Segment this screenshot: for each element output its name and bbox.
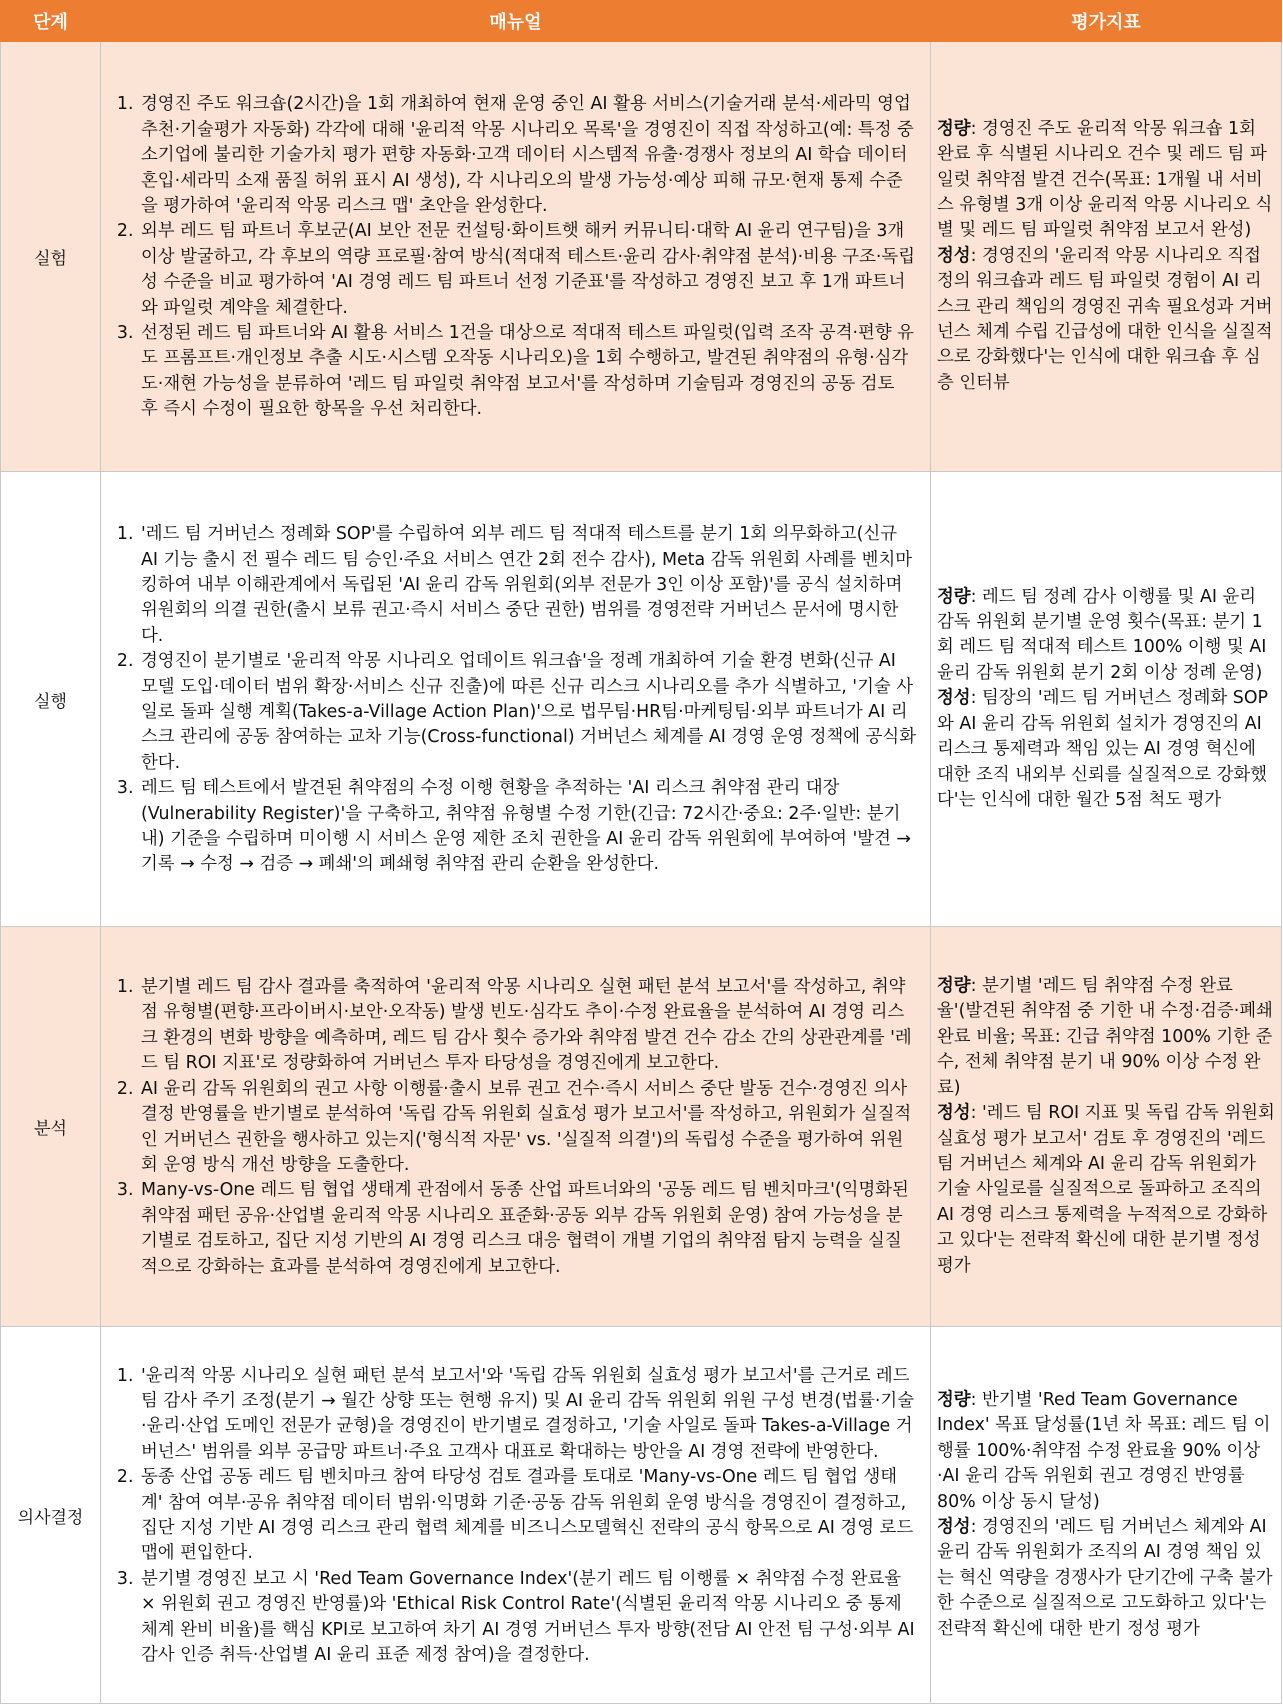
list-item: 2. AI 윤리 감독 위원회의 권고 사항 이행률·출시 보류 권고 건수·즉시 서비스 중단 발동 건수·경영진 의사결정 반영률을 반기별로 분석하여 '독립 감독 위원회 실효성 평가 보고서'를 작성하고, 위원회가 실질적인 거버넌스 권한을 행사하고 있는지('형식적 자문' vs. '실질적 의결')의 독립성 수준을 평가하여 위원회 운영 방식 개선 방향을 도출한다.	[139, 1077, 916, 1179]
quant-indicator	[937, 117, 1275, 244]
quant-indicator	[937, 585, 1275, 687]
qual-label: 정성	[937, 688, 971, 709]
list-item: 3. 레드 팀 테스트에서 발견된 취약점의 수정 이행 현황을 추적하는 'AI 리스크 취약점 관리 대장(Vulnerability Register)'을 구축하고, 취약점 유형별 수정 기한(긴급: 72시간·중요: 2주·일반: 분기 내) 기준을 수립하며 미이행 시 서비스 운영 제한 조치 권한을 AI 윤리 감독 위원회에 부여하여 '발견 → 기록 → 수정 → 검증 → 폐쇄'의 폐쇄형 취약점 관리 순환을 완성한다.	[139, 776, 916, 878]
table-row	[1, 472, 1282, 927]
header-stage: 단계	[1, 1, 101, 42]
manual-cell	[101, 927, 931, 1327]
qual-indicator	[937, 1515, 1275, 1642]
manual-list	[109, 92, 916, 422]
qual-indicator	[937, 686, 1275, 813]
indicator-cell	[931, 927, 1282, 1327]
list-item: 2. 경영진이 분기별로 '윤리적 악몽 시나리오 업데이트 워크숍'을 정례 개최하여 기술 환경 변화(신규 AI 모델 도입·데이터 범위 확장·서비스 신규 진출)에 따른 신규 리스크 시나리오를 추가 식별하고, '기술 사일로 돌파 실행 계획(Takes-a-Village Action Plan)'으로 법무팀·HR팀·마케팅팀·외부 파트너가 AI 리스크 관리에 공동 참여하는 교차 기능(Cross-functional) 거버넌스 체계를 AI 경영 운영 정책에 공식화한다.	[139, 649, 916, 776]
qual-indicator	[937, 244, 1275, 396]
list-item: 3. Many-vs-One 레드 팀 협업 생태계 관점에서 동종 산업 파트너와의 '공동 레드 팀 벤치마크'(익명화된 취약점 패턴 공유·산업별 윤리적 악몽 시나리오 표준화·공동 외부 감독 위원회 운영) 참여 가능성을 분기별로 검토하고, 집단 지성 기반의 AI 경영 리스크 대응 협력이 개별 기업의 취약점 탐지 능력을 실질적으로 강화하는 효과를 분석하여 경영진에게 보고한다.	[139, 1178, 916, 1280]
stage-cell: 의사결정	[1, 1327, 101, 1704]
quant-label: 정량	[937, 976, 971, 997]
quant-text: : 경영진 주도 윤리적 악몽 워크숍 1회 완료 후 식별된 시나리오 건수 및 레드 팀 파일럿 취약점 발견 건수(목표: 1개월 내 서비스 유형별 3개 이상 윤리적 악몽 시나리오 식별 및 레드 팀 파일럿 취약점 보고서 완성)	[937, 118, 1273, 241]
stage-cell: 실험	[1, 42, 101, 472]
manual-list	[109, 975, 916, 1280]
table-row	[1, 927, 1282, 1327]
qual-text: : 경영진의 '윤리적 악몽 시나리오 직접 정의 워크숍과 레드 팀 파일럿 경험이 AI 리스크 관리 책임의 경영진 귀속 필요성과 거버넌스 체계 수립 긴급성에 대한 인식을 실질적으로 강화했다'는 인식에 대한 워크숍 후 심층 인터뷰	[937, 245, 1273, 393]
qual-indicator	[937, 1101, 1275, 1279]
manual-list	[109, 1364, 916, 1669]
table-row	[1, 1327, 1282, 1704]
quant-text: : 분기별 '레드 팀 취약점 수정 완료율'(발견된 취약점 중 기한 내 수정·검증·폐쇄 완료 비율; 목표: 긴급 취약점 100% 기한 준수, 전체 취약점 분기 내 90% 이상 수정 완료)	[937, 976, 1273, 1098]
quant-text: : 반기별 'Red Team Governance Index' 목표 달성률(1년 차 목표: 레드 팀 이행률 100%·취약점 수정 완료율 90% 이상·AI 윤리 감독 위원회 권고 경영진 반영률 80% 이상 동시 달성)	[937, 1389, 1271, 1512]
list-item: 1. '레드 팀 거버넌스 정례화 SOP'를 수립하여 외부 레드 팀 적대적 테스트를 분기 1회 의무화하고(신규 AI 기능 출시 전 필수 레드 팀 승인·주요 서비스 연간 2회 전수 감사), Meta 감독 위원회 사례를 벤치마킹하여 내부 이해관계에서 독립된 'AI 윤리 감독 위원회(외부 전문가 3인 이상 포함)'를 공식 설치하며 위원회의 의결 권한(출시 보류 권고·즉시 서비스 중단 권한) 범위를 경영전략 거버넌스 문서에 명시한다.	[139, 522, 916, 649]
stage-cell: 실행	[1, 472, 101, 927]
table-row	[1, 42, 1282, 472]
indicator-cell	[931, 472, 1282, 927]
qual-text: : '레드 팀 ROI 지표 및 독립 감독 위원회 실효성 평가 보고서' 검토 후 경영진의 '레드 팀 거버넌스 체계와 AI 윤리 감독 위원회가 기술 사일로를 실질적으로 돌파하고 조직의 AI 경영 리스크 통제력을 누적적으로 강화하고 있다'는 전략적 확신에 대한 분기별 정성 평가	[937, 1103, 1275, 1276]
stage-cell: 분석	[1, 927, 101, 1327]
qual-label: 정성	[937, 1103, 971, 1124]
qual-label: 정성	[937, 245, 971, 266]
indicator-cell	[931, 42, 1282, 472]
quant-label: 정량	[937, 118, 971, 139]
list-item: 3. 선정된 레드 팀 파트너와 AI 활용 서비스 1건을 대상으로 적대적 테스트 파일럿(입력 조작 공격·편향 유도 프롬프트·개인정보 추출 시도·시스템 오작동 시나리오)을 1회 수행하고, 발견된 취약점의 유형·심각도·재현 가능성을 분류하여 '레드 팀 파일럿 취약점 보고서'를 작성하며 기술팀과 경영진의 공동 검토 후 즉시 수정이 필요한 항목을 우선 처리한다.	[139, 321, 916, 423]
list-item: 2. 동종 산업 공동 레드 팀 벤치마크 참여 타당성 검토 결과를 토대로 'Many-vs-One 레드 팀 협업 생태계' 참여 여부·공유 취약점 데이터 범위·익명화 기준·공동 감독 위원회 운영 방식을 경영진이 결정하고, 집단 지성 기반 AI 경영 리스크 관리 협력 체계를 비즈니스모델혁신 전략의 공식 항목으로 AI 경영 로드맵에 편입한다.	[139, 1465, 916, 1567]
list-item: 1. 경영진 주도 워크숍(2시간)을 1회 개최하여 현재 운영 중인 AI 활용 서비스(기술거래 분석·세라믹 영업 추천·기술평가 자동화) 각각에 대해 '윤리적 악몽 시나리오 목록'을 경영진이 직접 작성하고(예: 특정 중소기업에 불리한 기술가치 평가 편향 자동화·고객 데이터 시스템적 유출·경쟁사 정보의 AI 학습 데이터 혼입·세라믹 소재 품질 허위 표시 AI 생성), 각 시나리오의 발생 가능성·예상 피해 규모·현재 통제 수준을 평가하여 '윤리적 악몽 리스크 맵' 초안을 완성한다.	[139, 92, 916, 219]
qual-label: 정성	[937, 1517, 971, 1537]
quant-text: : 레드 팀 정례 감사 이행률 및 AI 윤리 감독 위원회 분기별 운영 횟수(목표: 분기 1회 레드 팀 적대적 테스트 100% 이행 및 AI 윤리 감독 위원회 분기 2회 이상 정례 운영)	[937, 586, 1267, 683]
list-item: 1. '윤리적 악몽 시나리오 실현 패턴 분석 보고서'와 '독립 감독 위원회 실효성 평가 보고서'를 근거로 레드 팀 감사 주기 조정(분기 → 월간 상향 또는 현행 유지) 및 AI 윤리 감독 위원회 위원 구성 변경(법률·기술·윤리·산업 도메인 전문가 균형)을 경영진이 반기별로 결정하고, '기술 사일로 돌파 Takes-a-Village 거버넌스' 범위를 외부 공급망 파트너·주요 고객사 대표로 확대하는 방안을 AI 경영 전략에 반영한다.	[139, 1364, 916, 1466]
manual-cell	[101, 42, 931, 472]
list-item: 1. 분기별 레드 팀 감사 결과를 축적하여 '윤리적 악몽 시나리오 실현 패턴 분석 보고서'를 작성하고, 취약점 유형별(편향·프라이버시·보안·오작동) 발생 빈도·심각도 추이·수정 완료율을 분석하여 AI 경영 리스크 환경의 변화 방향을 예측하며, 레드 팀 감사 횟수 증가와 취약점 발견 건수 감소 간의 상관관계를 '레드 팀 ROI 지표'로 정량화하여 거버넌스 투자 타당성을 경영진에게 보고한다.	[139, 975, 916, 1077]
qual-text: : 경영진의 '레드 팀 거버넌스 체계와 AI 윤리 감독 위원회가 조직의 AI 경영 책임 있는 혁신 역량을 경쟁사가 단기간에 구축 불가한 수준으로 실질적으로 고도화하고 있다'는 전략적 확신에 대한 반기 정성 평가	[937, 1517, 1273, 1639]
manual-list	[109, 522, 916, 878]
qual-text: : 팀장의 '레드 팀 거버넌스 정례화 SOP와 AI 윤리 감독 위원회 설치가 경영진의 AI 리스크 통제력과 책임 있는 AI 경영 혁신에 대한 조직 내외부 신뢰를 실질적으로 강화했다'는 인식에 대한 월간 5점 척도 평가	[937, 688, 1269, 810]
quant-label: 정량	[937, 586, 971, 607]
quant-label: 정량	[937, 1389, 971, 1410]
list-item: 3. 분기별 경영진 보고 시 'Red Team Governance Index'(분기 레드 팀 이행률 × 취약점 수정 완료율 × 위원회 권고 경영진 반영률)와 'Ethical Risk Control Rate'(식별된 윤리적 악몽 시나리오 중 통제 체계 완비 비율)를 핵심 KPI로 보고하여 차기 AI 경영 거버넌스 투자 방향(전담 AI 안전 팀 구성·외부 AI 감사 인증 취득·산업별 AI 윤리 표준 제정 참여)을 결정한다.	[139, 1567, 916, 1669]
header-indicator: 평가지표	[931, 1, 1282, 42]
list-item: 2. 외부 레드 팀 파트너 후보군(AI 보안 전문 컨설팅·화이트햇 해커 커뮤니티·대학 AI 윤리 연구팀)을 3개 이상 발굴하고, 각 후보의 역량 프로필·참여 방식(적대적 테스트·윤리 감사·취약점 분석)·비용 구조·독립성 수준을 비교 평가하여 'AI 경영 레드 팀 파트너 선정 기준표'를 작성하고 경영진 보고 후 1개 파트너와 파일럿 계약을 체결한다.	[139, 219, 916, 321]
quant-indicator	[937, 1388, 1275, 1515]
manual-cell	[101, 472, 931, 927]
header-row	[1, 1, 1282, 42]
header-manual: 매뉴얼	[101, 1, 931, 42]
quant-indicator	[937, 974, 1275, 1101]
manual-cell	[101, 1327, 931, 1704]
indicator-cell	[931, 1327, 1282, 1704]
